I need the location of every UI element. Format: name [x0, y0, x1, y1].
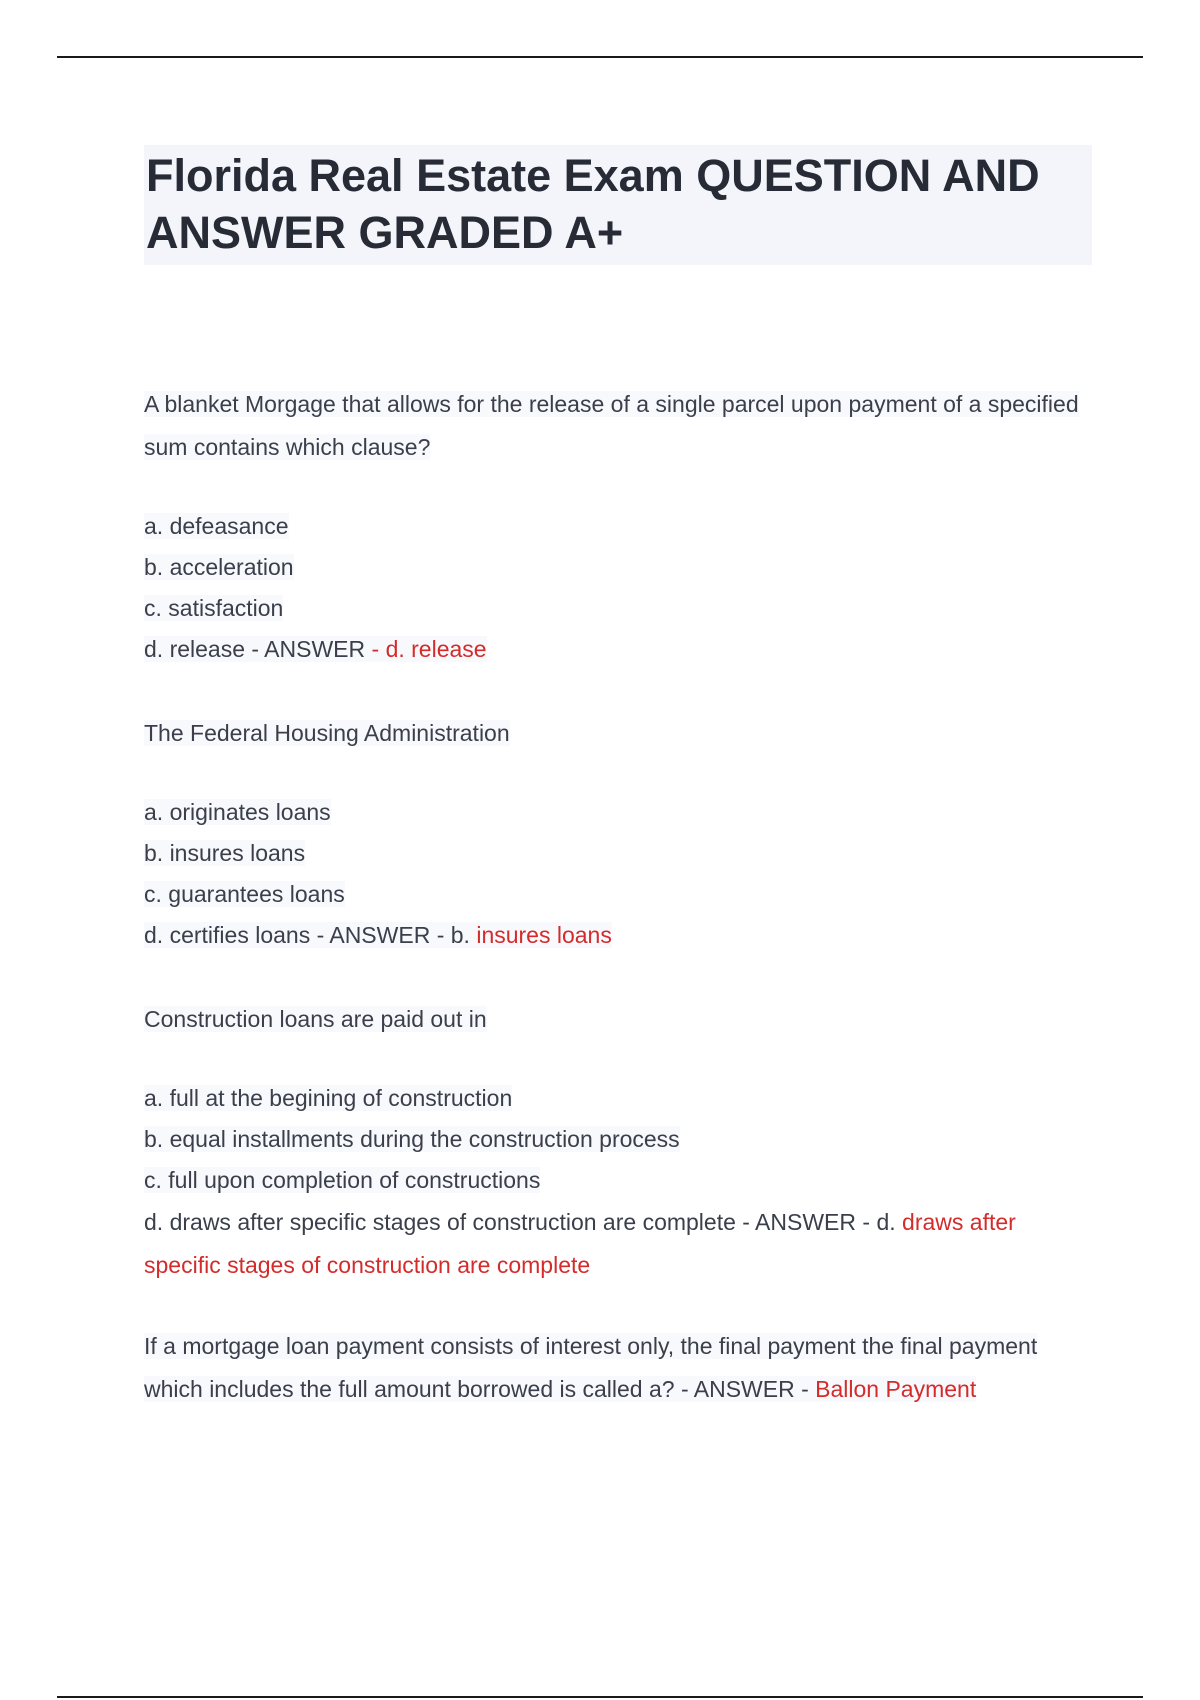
question-text-with-answer: If a mortgage loan payment consists of interest only, the final payment the final payment which includes the full amount borrowed is called a? - ANSWER - Ballon Payment — [144, 1333, 1038, 1402]
question-block — [144, 712, 1092, 956]
document-content — [144, 145, 1092, 1411]
option-with-answer: d. certifies loans - ANSWER - b. insures loans — [144, 922, 612, 948]
header-rule — [57, 56, 1143, 58]
question-text: A blanket Morgage that allows for the release of a single parcel upon payment of a specified sum contains which clause? — [144, 391, 1079, 460]
question-text: Construction loans are paid out in — [144, 1006, 487, 1032]
option: a. defeasance — [144, 513, 289, 539]
answer-text: insures loans — [476, 922, 612, 948]
question-block — [144, 383, 1092, 670]
answer-text: Ballon Payment — [815, 1376, 977, 1402]
answer-text: draws after specific stages of construction are complete — [144, 1209, 1016, 1278]
answer-text: - d. release — [371, 636, 487, 662]
option: a. originates loans — [144, 799, 331, 825]
option: b. insures loans — [144, 840, 306, 866]
option: b. acceleration — [144, 554, 294, 580]
question-text: The Federal Housing Administration — [144, 720, 510, 746]
option: c. guarantees loans — [144, 881, 345, 907]
question-block — [144, 1325, 1092, 1411]
option-with-answer: d. draws after specific stages of construction are complete - ANSWER - d. draws after specific stages of construction are complete — [144, 1209, 1016, 1278]
option: b. equal installments during the construction process — [144, 1126, 680, 1152]
option: c. satisfaction — [144, 595, 284, 621]
option: c. full upon completion of constructions — [144, 1167, 541, 1193]
document-title: Florida Real Estate Exam QUESTION AND ANSWER GRADED A+ — [144, 145, 1092, 265]
question-block — [144, 998, 1092, 1287]
footer-rule — [57, 1696, 1143, 1698]
option: a. full at the begining of construction — [144, 1085, 513, 1111]
option-with-answer: d. release - ANSWER - d. release — [144, 636, 487, 662]
